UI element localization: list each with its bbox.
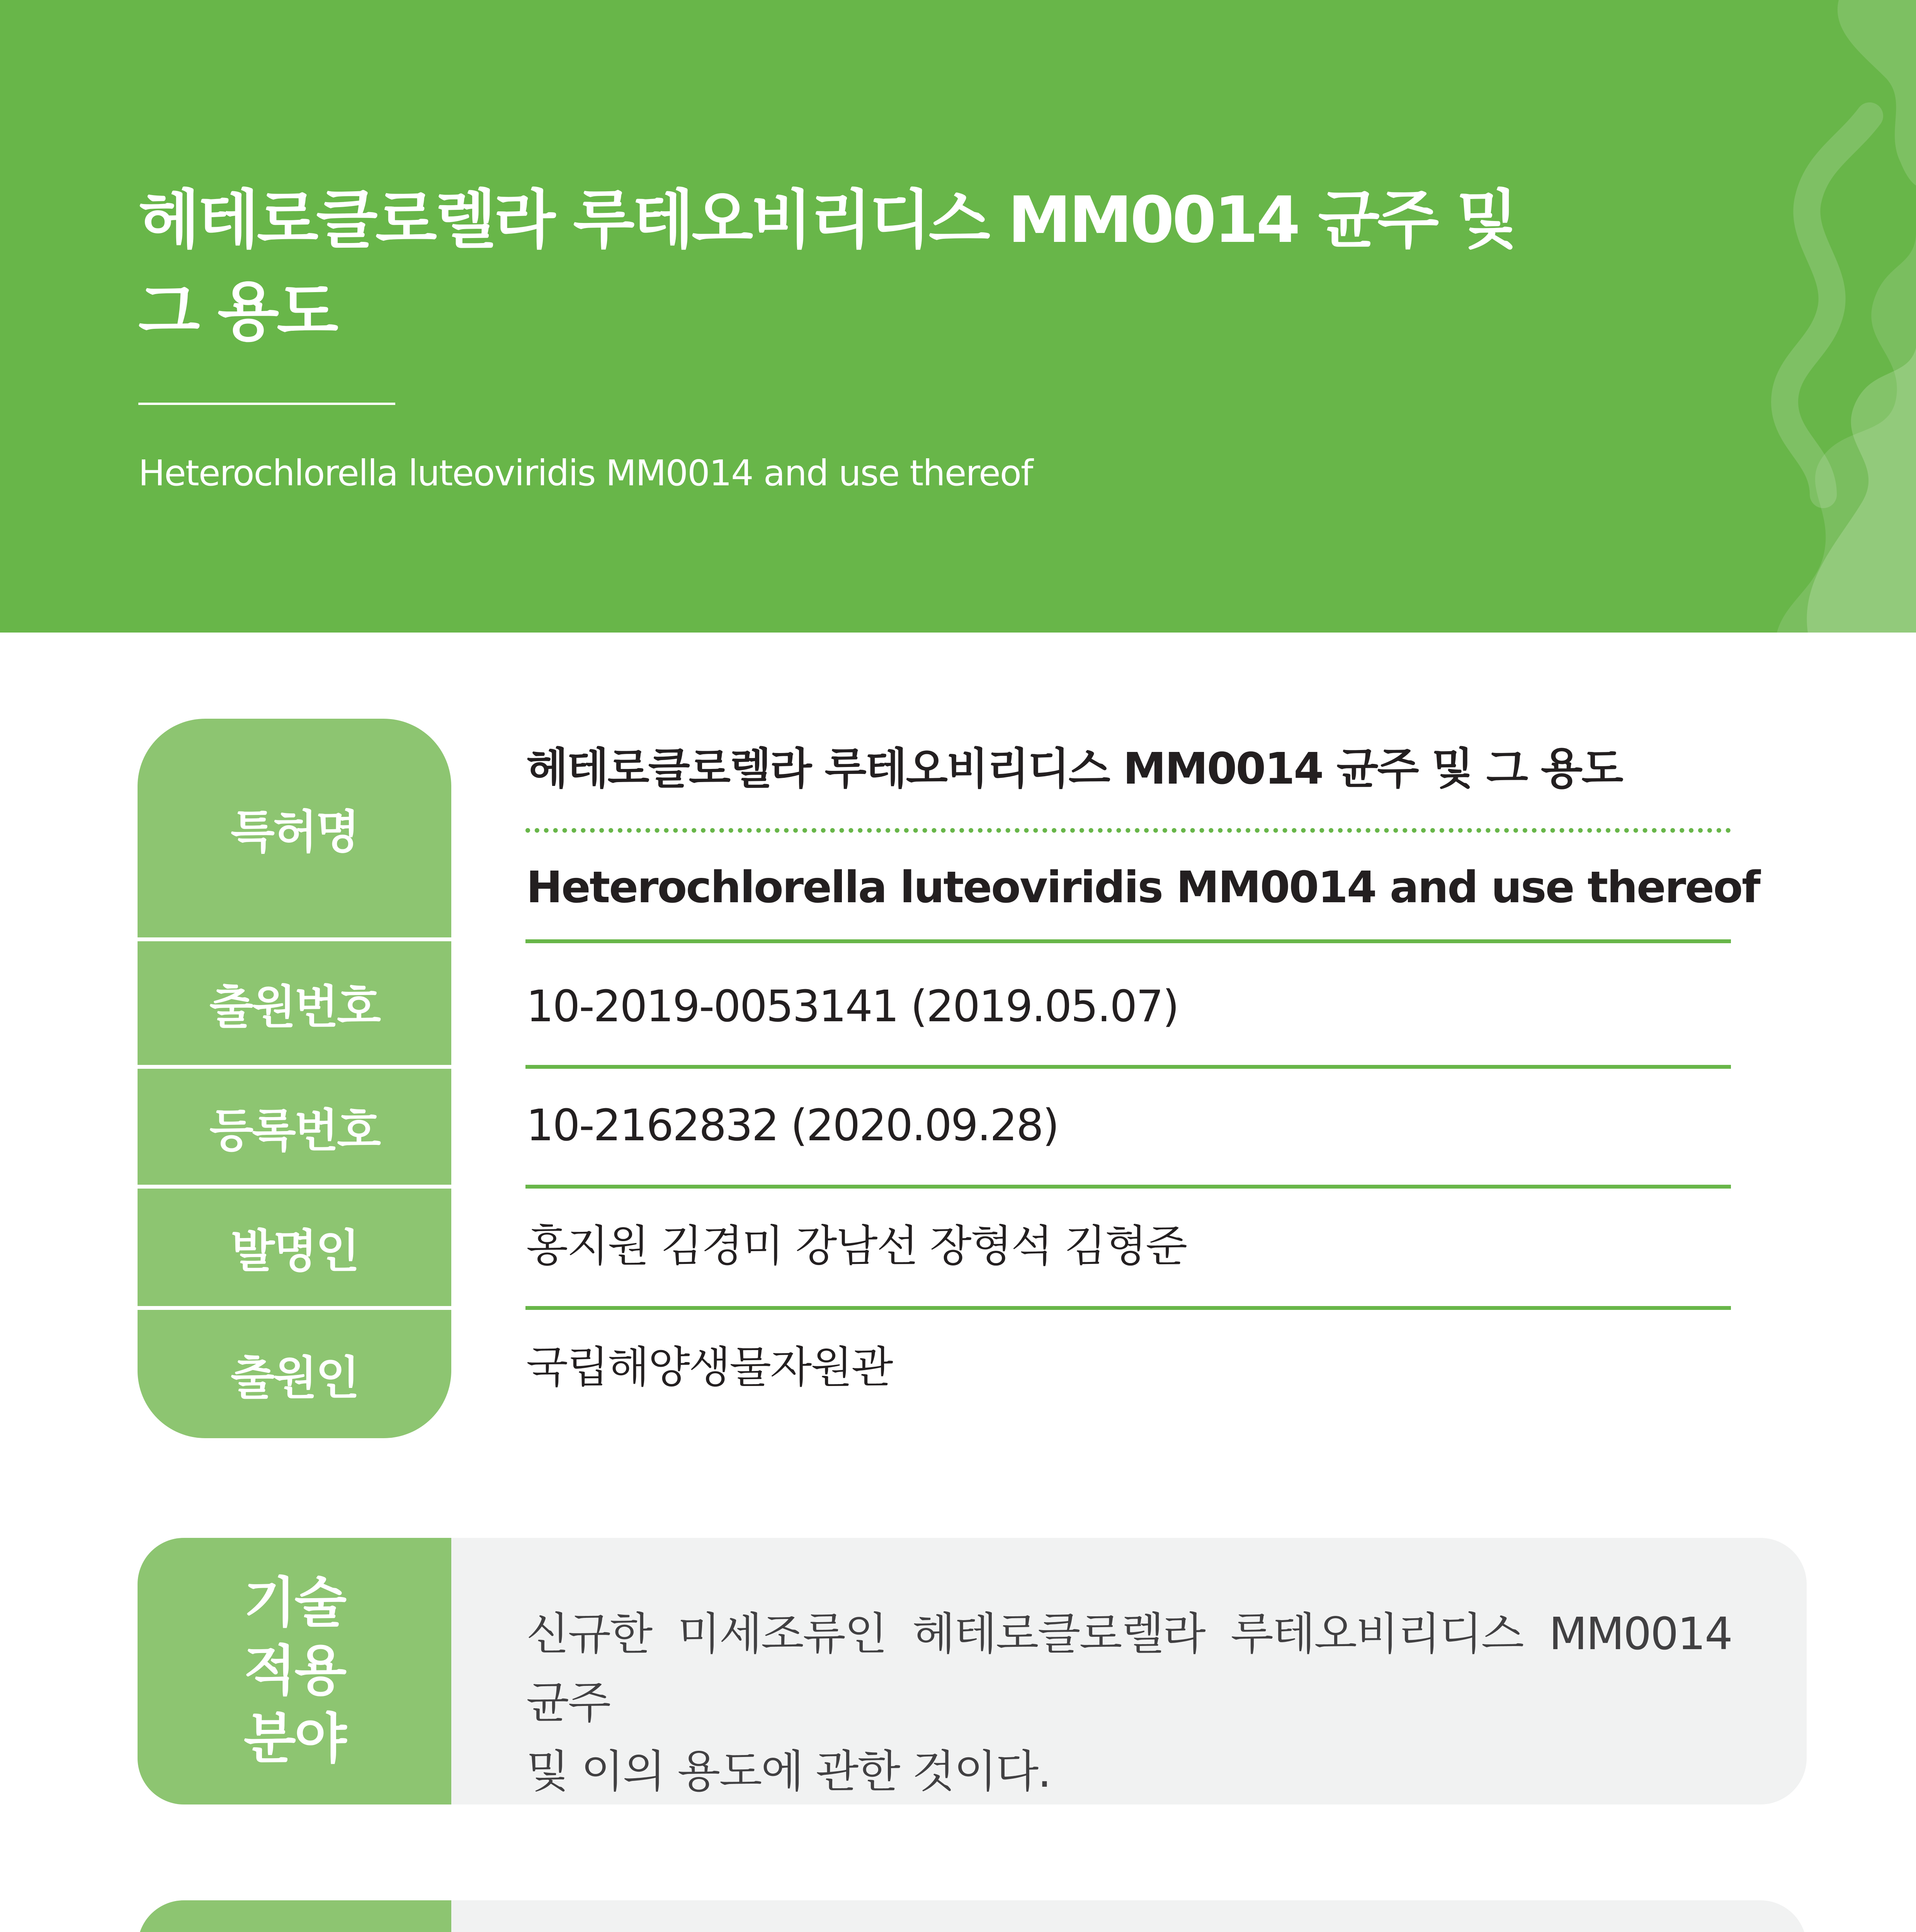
- field-label-line-2: 적용: [243, 1639, 345, 1702]
- applicant-value: 국립해양생물자원관: [526, 1342, 892, 1393]
- label-separator: [138, 1306, 451, 1310]
- label-inventors: 발명인: [231, 1225, 358, 1278]
- label-registration-number: 등록번호: [209, 1104, 379, 1157]
- row-divider: [525, 1306, 1731, 1310]
- application-number-value: 10-2019-0053141 (2019.05.07): [526, 981, 1178, 1032]
- row-divider: [525, 1065, 1731, 1069]
- field-text-line-1: 신규한 미세조류인 헤테로클로렐라 루테오비리디스 MM0014 균주: [526, 1608, 1732, 1729]
- summary-label: [138, 1900, 451, 1932]
- label-applicant: 출원인: [231, 1351, 358, 1405]
- registration-number-value: 10-2162832 (2020.09.28): [526, 1100, 1058, 1151]
- title-line-2: 그 용도: [138, 275, 336, 349]
- row-divider: [525, 1185, 1731, 1189]
- title-divider: [138, 403, 395, 405]
- summary-box: [138, 1900, 1807, 1932]
- header-banner: [0, 0, 1916, 633]
- patent-name-ko: 헤테로클로렐라 루테오비리디스 MM0014 균주 및 그 용도: [526, 744, 1622, 794]
- page-title: [138, 174, 1645, 358]
- patent-name-en: Heterochlorella luteoviridis MM0014 and use thereof: [526, 862, 1760, 913]
- title-line-1: 헤테로클로렐라 루테오비리디스 MM0014 균주 및: [138, 183, 1516, 257]
- technical-field-text: [526, 1600, 1732, 1804]
- label-separator: [138, 1185, 451, 1189]
- row-divider: [525, 939, 1731, 943]
- field-label-line-3: 분야: [243, 1708, 345, 1770]
- inventors-value: 홍지원 김경미 강남선 장형석 김형준: [526, 1221, 1187, 1271]
- field-text-line-2: 및 이의 용도에 관한 것이다.: [526, 1746, 1051, 1798]
- technical-field-box: [138, 1538, 1807, 1804]
- technical-field-label: [138, 1538, 451, 1804]
- page-subtitle: Heterochlorella luteoviridis MM0014 and use thereof: [138, 452, 1033, 494]
- field-label-line-1: 기술: [243, 1571, 345, 1634]
- label-patent-name: 특허명: [231, 805, 358, 859]
- label-separator: [138, 937, 451, 941]
- label-separator: [138, 1065, 451, 1069]
- label-application-number: 출원번호: [209, 980, 379, 1034]
- dotted-divider: [525, 828, 1731, 833]
